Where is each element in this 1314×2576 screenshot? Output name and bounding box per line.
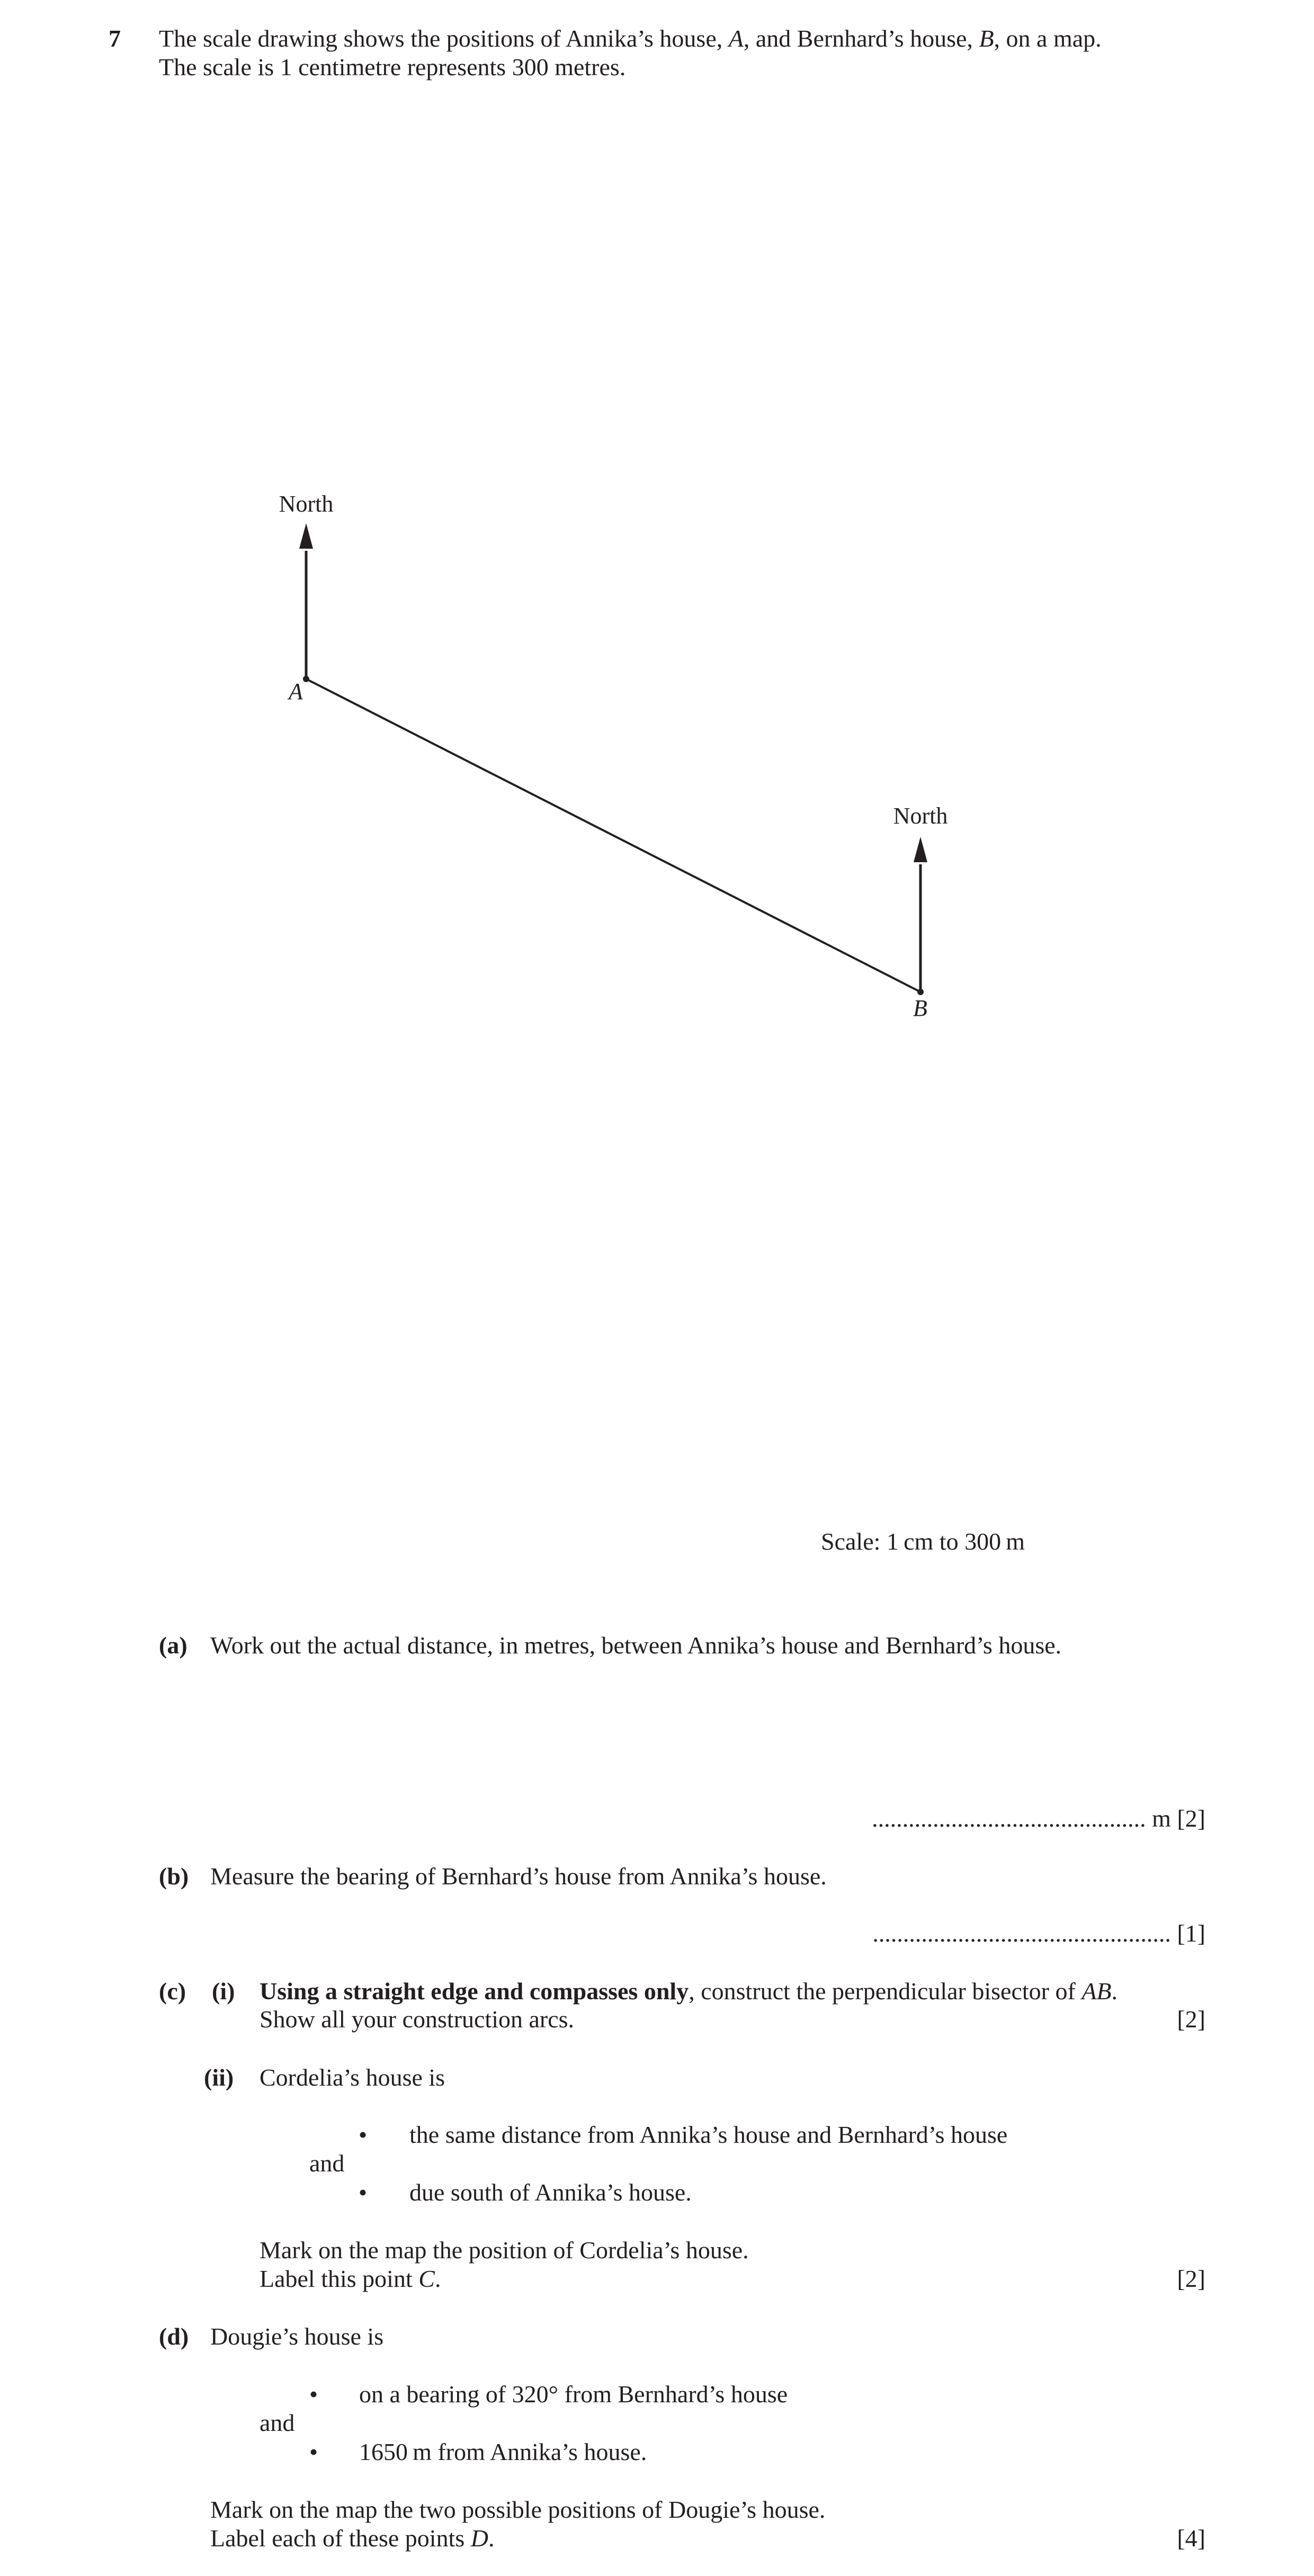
part-c-ii-label: (ii)	[204, 2064, 234, 2091]
question-intro-line-2: The scale is 1 centimetre represents 300 metres.	[159, 53, 626, 80]
part-c-label: (c)	[159, 1978, 186, 2005]
part-c-ii-instruction-1: Mark on the map the position of Cordelia’s house.	[260, 2237, 749, 2264]
part-c-ii-instruction-2c: .	[434, 2265, 441, 2292]
point-a-label: A	[289, 678, 303, 704]
part-d-bullet-2: 1650 m from Annika’s house.	[359, 2438, 647, 2465]
part-a-answer-line: ............................................. m [2]	[872, 1805, 1205, 1832]
part-c-ii-bullet-2-dot: •	[359, 2179, 368, 2206]
part-d-text: Dougie’s house is	[210, 2323, 384, 2350]
part-c-ii-bullet-1-dot: •	[359, 2121, 368, 2148]
point-b-label: B	[913, 995, 927, 1021]
line-ab	[306, 679, 920, 992]
part-c-i-ab: AB	[1081, 1978, 1112, 2005]
part-c-i-bold: Using a straight edge and compasses only	[260, 1978, 689, 2005]
north-label-a: North	[279, 491, 334, 517]
north-label-b: North	[893, 803, 948, 829]
scale-text: Scale: 1 cm to 300 m	[821, 1528, 1025, 1555]
part-c-ii-bullet-1: the same distance from Annika’s house and Bernhard’s house	[409, 2121, 1008, 2148]
part-d-label: (d)	[159, 2323, 189, 2350]
part-c-ii-bullet-2: due south of Annika’s house.	[409, 2179, 692, 2206]
part-d-bullet-2-dot: •	[309, 2438, 318, 2465]
part-c-ii-text: Cordelia’s house is	[260, 2064, 445, 2091]
part-d-bullet-1: on a bearing of 320° from Bernhard’s house	[359, 2381, 788, 2408]
part-b-answer-line: ................................................. [1]	[872, 1920, 1205, 1947]
intro-text-2: , and Bernhard’s house,	[743, 25, 979, 52]
part-d-marks: [4]	[1177, 2525, 1205, 2552]
part-d-connector: and	[260, 2409, 295, 2436]
part-c-i-text	[260, 1979, 1118, 2003]
part-d-instruction-2c: .	[488, 2525, 495, 2552]
intro-point-b: B	[979, 25, 994, 52]
part-c-ii-point-c: C	[418, 2265, 435, 2292]
part-b-text: Measure the bearing of Bernhard’s house from Annika’s house.	[210, 1863, 827, 1890]
north-arrow-b-head	[914, 837, 927, 862]
part-c-ii-connector: and	[309, 2150, 345, 2177]
intro-text-3: , on a map.	[994, 25, 1102, 52]
part-c-i-marks: [2]	[1177, 2006, 1205, 2033]
point-b-dot	[917, 989, 924, 995]
intro-text-1: The scale drawing shows the positions of Annika’s house,	[159, 25, 729, 52]
part-a-label: (a)	[159, 1632, 187, 1659]
part-c-i-rest: , construct the perpendicular bisector of	[689, 1978, 1082, 2005]
part-c-ii-marks: [2]	[1177, 2265, 1205, 2292]
part-b-label: (b)	[159, 1863, 189, 1890]
part-c-ii-instruction-2	[260, 2267, 441, 2291]
part-a-text: Work out the actual distance, in metres, between Annika’s house and Bernhard’s house.	[210, 1632, 1062, 1659]
intro-point-a: A	[728, 25, 744, 52]
part-c-i-label: (i)	[212, 1978, 235, 2005]
part-d-bullet-1-dot: •	[309, 2381, 318, 2408]
question-number: 7	[109, 25, 121, 52]
north-arrow-a-head	[299, 523, 313, 549]
part-d-instruction-1: Mark on the map the two possible positions of Dougie’s house.	[210, 2496, 826, 2523]
part-d-instruction-2	[210, 2526, 495, 2551]
part-c-i-end: .	[1111, 1978, 1118, 2005]
part-d-instruction-2a: Label each of these points	[210, 2525, 471, 2552]
part-c-i-line-2: Show all your construction arcs.	[260, 2006, 575, 2033]
part-c-ii-instruction-2a: Label this point	[260, 2265, 419, 2292]
part-d-point-d: D	[470, 2525, 488, 2552]
